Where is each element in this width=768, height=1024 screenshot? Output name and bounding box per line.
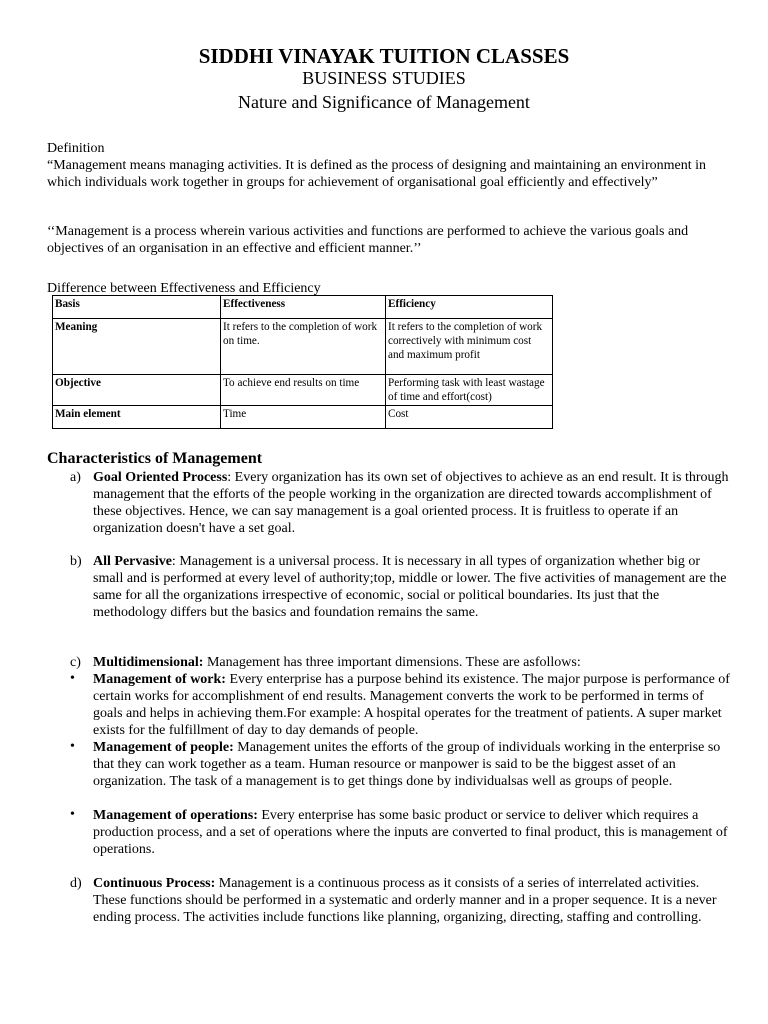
list-item [70, 469, 730, 537]
bullet-item [70, 739, 730, 790]
bullet-title: Management of people: [93, 740, 234, 755]
bullet-title: Management of operations: [93, 808, 258, 823]
item-separator: : [171, 554, 176, 569]
difference-table [52, 295, 553, 429]
bullet-marker: • [70, 671, 75, 686]
definition-quote-1: “Management means managing activities. It is defined as the process of designing and maintaining an environment in which individuals work together in groups for achievement of organisational goal efficiently and effectively” [47, 158, 706, 190]
bullet-item [70, 671, 730, 739]
bullet-item [70, 807, 730, 858]
table-cell: To achieve end results on time [221, 375, 386, 406]
institute-title: SIDDHI VINAYAK TUITION CLASSES [198, 44, 570, 68]
table-cell: It refers to the completion of work correctively with minimum cost and maximum profit [386, 319, 553, 375]
item-title: Multidimensional: [93, 655, 204, 670]
table-row [53, 375, 553, 406]
table-header-row [53, 296, 553, 319]
characteristics-heading: Characteristics of Management [47, 450, 263, 467]
table-header-cell: Basis [53, 296, 221, 319]
list-marker: c) [70, 655, 81, 670]
table-header-cell: Efficiency [386, 296, 553, 319]
bullet-text: Every enterprise has some basic product or service to deliver which requires a production process, and a set of operations where the inputs are converted to final product, this is management of operations. [93, 808, 728, 857]
table-cell: Cost [386, 406, 553, 429]
bullet-text: Every enterprise has a purpose behind its existence. The major purpose is performance of certain works for accomplishment of end results. Management converts the work to be performed in terms of goals and helps in achieving them.For example: A hospital operates for the treatment of patients. A super market exists for the fulfillment of day to day demands of people. [93, 672, 730, 738]
item-text: Management is a continuous process as it consists of a series of interrelated activities. These functions should be performed in a systematic and orderly manner and in a proper sequence. It is a never ending process. The activities include functions like planning, organizing, directing, staffing and controlling. [93, 876, 717, 925]
table-cell: It refers to the completion of work on time. [221, 319, 386, 375]
item-text: Every organization has its own set of objectives to achieve as an end result. It is through management that the efforts of the people working in the organization are directed towards accomplishment of these objectives. Hence, we can say management is a goal oriented process. It is fruitless to operate if an organization doesn't have a set goal. [93, 470, 729, 536]
list-marker: a) [70, 470, 81, 485]
table-cell: Objective [53, 375, 221, 406]
table-cell: Meaning [53, 319, 221, 375]
item-title: Goal Oriented Process [93, 470, 228, 485]
table-row [53, 406, 553, 429]
list-marker: d) [70, 876, 82, 891]
item-text: Management is a universal process. It is necessary in all types of organization whether big or small and is performed at every level of authority;top, middle or lower. The five activities of management are the same for all the organizations irrespective of economic, social or political boundaries. Its just that the methodology differs but the basics and foundation remains the same. [93, 554, 727, 620]
definition-label: Definition [47, 141, 105, 156]
subject-title: BUSINESS STUDIES [302, 68, 466, 88]
chapter-title: Nature and Significance of Management [238, 92, 530, 112]
item-title: Continuous Process: [93, 876, 216, 891]
table-cell: Main element [53, 406, 221, 429]
list-item [70, 875, 730, 926]
item-separator: : [227, 470, 232, 485]
table-row [53, 319, 553, 375]
list-item [70, 654, 730, 671]
bullet-text: Management unites the efforts of the group of individuals working in the enterprise so that they can work together as a team. Human resource or manpower is said to be the biggest asset of an organization. The task of a management is to get things done by individualsas well as groups of people. [93, 740, 721, 789]
table-caption: Difference between Effectiveness and Efficiency [47, 281, 321, 296]
list-marker: b) [70, 554, 82, 569]
bullet-marker: • [70, 739, 75, 754]
definition-quote-2: ‘‘Management is a process wherein various activities and functions are performed to achieve the various goals and objectives of an organisation in an effective and efficient manner.’’ [47, 224, 689, 256]
item-title: All Pervasive [93, 554, 172, 569]
list-item [70, 553, 730, 621]
table-cell: Performing task with least wastage of time and effort(cost) [386, 375, 553, 406]
bullet-marker: • [70, 807, 75, 822]
table-header-cell: Effectiveness [221, 296, 386, 319]
bullet-title: Management of work: [93, 672, 226, 687]
item-text: Management has three important dimensions. These are asfollows: [203, 655, 581, 670]
table-cell: Time [221, 406, 386, 429]
